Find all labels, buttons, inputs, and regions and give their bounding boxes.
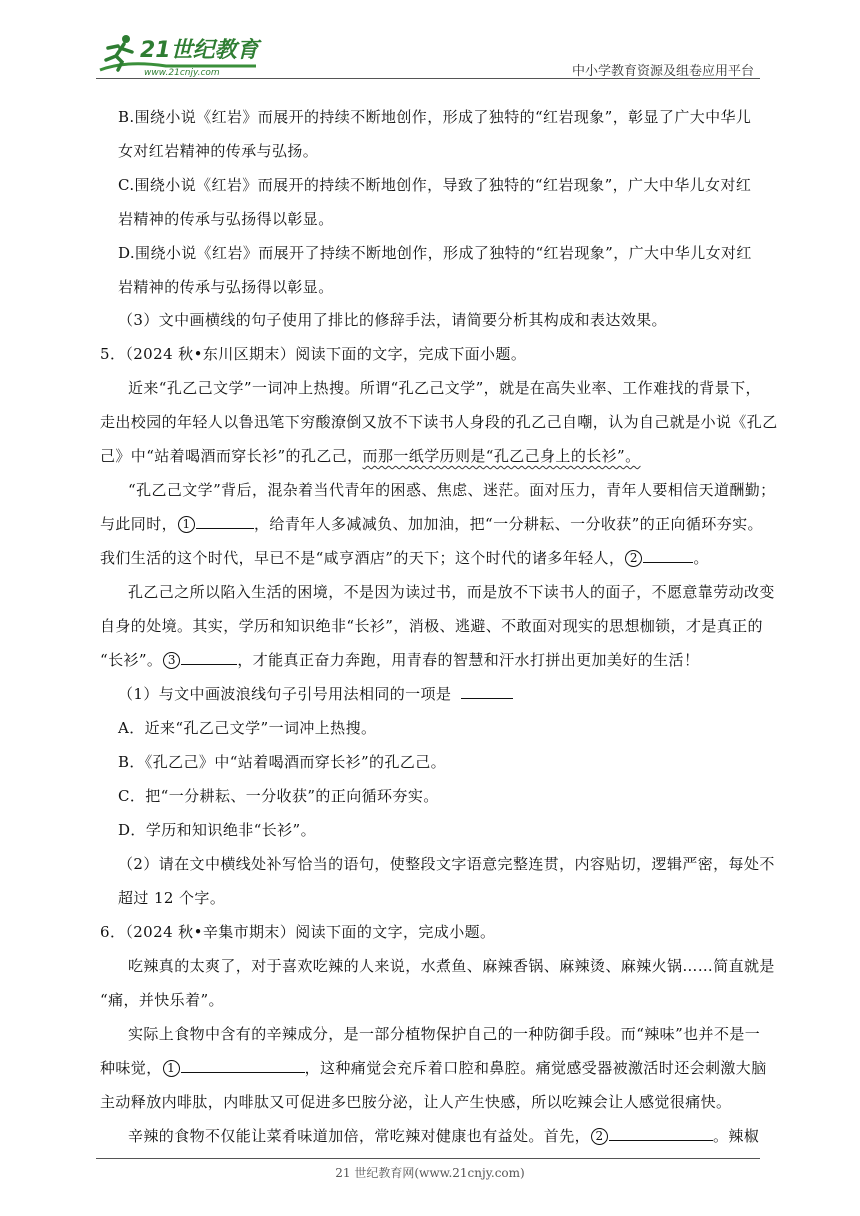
passage-5-line-3-text: 己》中“站着喝酒而穿长衫”的孔乙己， (100, 447, 363, 465)
wavy-underlined-sentence: 而那一纸学历则是“孔乙己身上的长衫”。 (362, 447, 641, 465)
fill-blank-6-1[interactable] (181, 1058, 305, 1073)
passage-5-line-5-end: ，给青年人多减减负、加加油，把“一分耕耘、一分收获”的正向循环夯实。 (254, 515, 763, 533)
option-b: B．《孔乙己》中“站着喝酒而穿长衫”的孔乙己。 (118, 753, 447, 771)
page-header (96, 30, 760, 80)
option-c: C．把“一分耕耘、一分收获”的正向循环夯实。 (118, 787, 439, 805)
answer-blank[interactable] (461, 684, 513, 699)
passage-6-line-2: “痛，并快乐着”。 (100, 991, 224, 1009)
passage-5-line-4: “孔乙己文学”背后，混杂着当代青年的困惑、焦虑、迷茫。面对压力，青年人要相信天道酬勤； (128, 481, 776, 499)
passage-5-line-6-start: 我们生活的这个时代，早已不是“咸亨酒店”的天下；这个时代的诸多年轻人， (100, 549, 625, 567)
question-5-1 (118, 683, 513, 704)
passage-6-line-5: 主动释放内啡肽，内啡肽又可促进多巴胺分泌，让人产生快感，所以吃辣会让人感觉很痛快。 (100, 1093, 732, 1111)
passage-6-line-4-start: 种味觉， (100, 1059, 162, 1077)
option-d: D．学历和知识绝非“长衫”。 (118, 821, 316, 839)
question-5-2-line-2: 超过 12 个字。 (118, 889, 226, 907)
option-b-line-2: 女对红岩精神的传承与弘扬。 (118, 142, 319, 160)
fill-blank-6-2[interactable] (609, 1126, 713, 1141)
passage-6-line-3: 实际上食物中含有的辛辣成分，是一部分植物保护自己的一种防御手段。而“辣味”也并不是一 (128, 1025, 761, 1043)
passage-5-line-6 (100, 547, 709, 568)
header-divider (96, 78, 760, 79)
passage-5-line-5 (100, 513, 763, 534)
option-d-line-2: 岩精神的传承与弘扬得以彰显。 (118, 278, 334, 296)
blank-marker-6-2: 2 (591, 1128, 608, 1145)
passage-5-line-3 (100, 445, 641, 466)
option-b-line-1: B.围绕小说《红岩》而展开的持续不断地创作，形成了独特的“红岩现象”，彰显了广大中华儿 (118, 108, 752, 126)
blank-marker-1: 1 (178, 516, 195, 533)
site-logo (96, 30, 266, 78)
blank-marker-3: 3 (163, 652, 180, 669)
platform-name: 中小学教育资源及组卷应用平台 (571, 64, 754, 79)
passage-6-line-1: 吃辣真的太爽了，对于喜欢吃辣的人来说，水煮鱼、麻辣香锅、麻辣烫、麻辣火锅……简直就是 (128, 957, 775, 975)
passage-5-line-5-start: 与此同时， (100, 515, 178, 533)
passage-6-line-4 (100, 1057, 767, 1078)
passage-6-line-6-end: 。辣椒 (713, 1127, 760, 1145)
option-a: A．近来“孔乙己文学”一词冲上热搜。 (118, 719, 377, 737)
svg-text:www.21cnjy.com: www.21cnjy.com (144, 68, 220, 78)
option-c-line-2: 岩精神的传承与弘扬得以彰显。 (118, 210, 334, 228)
question-6-heading: 6．（2024 秋•辛集市期末）阅读下面的文字，完成小题。 (100, 923, 496, 941)
passage-5-line-7: 孔乙己之所以陷入生活的困境，不是因为读过书，而是放不下读书人的面子，不愿意靠劳动改变 (128, 583, 775, 601)
passage-6-line-6-start: 辛辣的食物不仅能让菜肴味道加倍，常吃辣对健康也有益处。首先， (128, 1127, 591, 1145)
fill-blank-3[interactable] (181, 650, 237, 665)
runner-logo-icon (96, 30, 266, 78)
question-5-heading: 5．（2024 秋•东川区期末）阅读下面的文字，完成下面小题。 (100, 345, 527, 363)
footer-divider (96, 1158, 760, 1159)
question-3: （3）文中画横线的句子使用了排比的修辞手法，请简要分析其构成和表达效果。 (118, 311, 667, 329)
passage-5-line-9-end: ，才能真正奋力奔跑，用青春的智慧和汗水打拼出更加美好的生活！ (237, 651, 700, 669)
passage-6-line-4-end: ，这种痛觉会充斥着口腔和鼻腔。痛觉感受器被激活时还会刺激大脑 (304, 1059, 767, 1077)
option-d-line-1: D.围绕小说《红岩》而展开了持续不断地创作，形成了独特的“红岩现象”，广大中华儿女对红 (118, 244, 752, 262)
fill-blank-2[interactable] (643, 548, 693, 563)
passage-5-line-9 (100, 649, 699, 670)
fill-blank-1[interactable] (196, 514, 254, 529)
option-c-line-1: C.围绕小说《红岩》而展开的持续不断地创作，导致了独特的“红岩现象”，广大中华儿女对红 (118, 176, 752, 194)
passage-5-line-6-end: 。 (693, 549, 709, 567)
passage-5-line-2: 走出校园的年轻人以鲁迅笔下穷酸潦倒又放不下读书人身段的孔乙己自嘲，认为自己就是小说《孔乙 (100, 413, 778, 431)
page-footer: 21 世纪教育网(www.21cnjy.com) (335, 1166, 525, 1180)
blank-marker-6-1: 1 (163, 1060, 180, 1077)
question-5-1-text: （1）与文中画波浪线句子引号用法相同的一项是 (118, 685, 452, 703)
passage-5-line-8: 自身的处境。其实，学历和知识绝非“长衫”，消极、逃避、不敢面对现实的思想枷锁，才是真正的 (100, 617, 763, 635)
passage-6-line-6 (128, 1125, 759, 1146)
passage-5-line-9-start: “长衫”。 (100, 651, 163, 669)
svg-text:21世纪教育: 21世纪教育 (140, 38, 259, 63)
question-5-2-line-1: （2）请在文中横线处补写恰当的语句，使整段文字语意完整连贯，内容贴切，逻辑严密，每处不 (118, 855, 775, 873)
passage-5-line-1: 近来“孔乙己文学”一词冲上热搜。所谓“孔乙己文学”，就是在高失业率、工作难找的背景下， (128, 379, 761, 397)
blank-marker-2: 2 (625, 550, 642, 567)
